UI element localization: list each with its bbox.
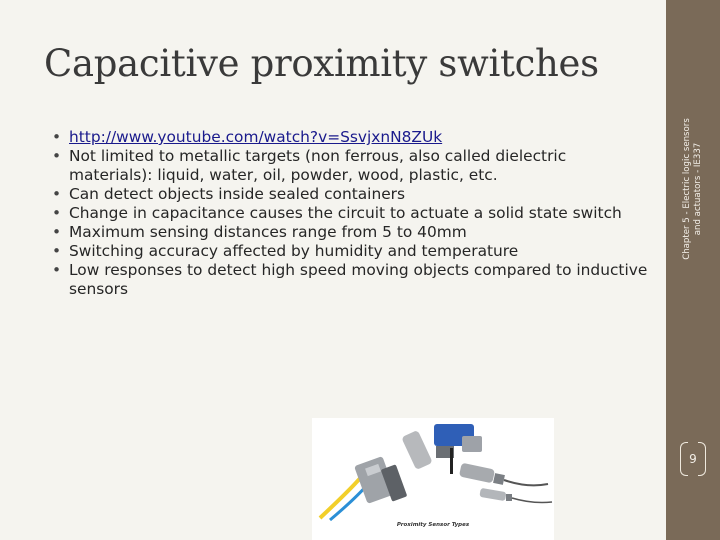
right-bracket-icon — [698, 442, 706, 476]
bullet-item: • Can detect objects inside sealed containers — [52, 185, 652, 204]
barrel-sensor-large — [459, 463, 548, 486]
chapter-line-2: and actuators - IE337 — [693, 142, 704, 236]
bullet-item: • Low responses to detect high speed moving objects compared to inductive sensors — [52, 261, 652, 299]
bullet-item: • Switching accuracy affected by humidity and temperature — [52, 242, 652, 261]
bullet-item: • Not limited to metallic targets (non ferrous, also called dielectric materials): liquid, water, oil, powder, wood, plastic, etc. — [52, 147, 652, 185]
page-number-text: 9 — [689, 452, 697, 466]
bullet-item: • Maximum sensing distances range from 5 to 40mm — [52, 223, 652, 242]
bullet-link-item — [52, 128, 652, 147]
left-bracket-icon — [680, 442, 688, 476]
chapter-line-1: Chapter 5 - Electric logic sensors — [682, 118, 693, 260]
page-number — [666, 442, 720, 476]
chapter-label — [666, 0, 720, 378]
proximity-sensor-photo — [312, 418, 554, 540]
sensor-illustration — [312, 418, 554, 522]
slide-title: Capacitive proximity switches — [44, 42, 599, 85]
square-sensor — [320, 456, 407, 520]
barrel-sensor-small — [479, 488, 552, 503]
image-caption: Proximity Sensor Types — [396, 522, 470, 528]
bullet-item: • Change in capacitance causes the circuit to actuate a solid state switch — [52, 204, 652, 223]
bullet-list — [52, 128, 652, 299]
youtube-link[interactable]: http://www.youtube.com/watch?v=SsvjxnN8ZUk — [69, 128, 443, 146]
